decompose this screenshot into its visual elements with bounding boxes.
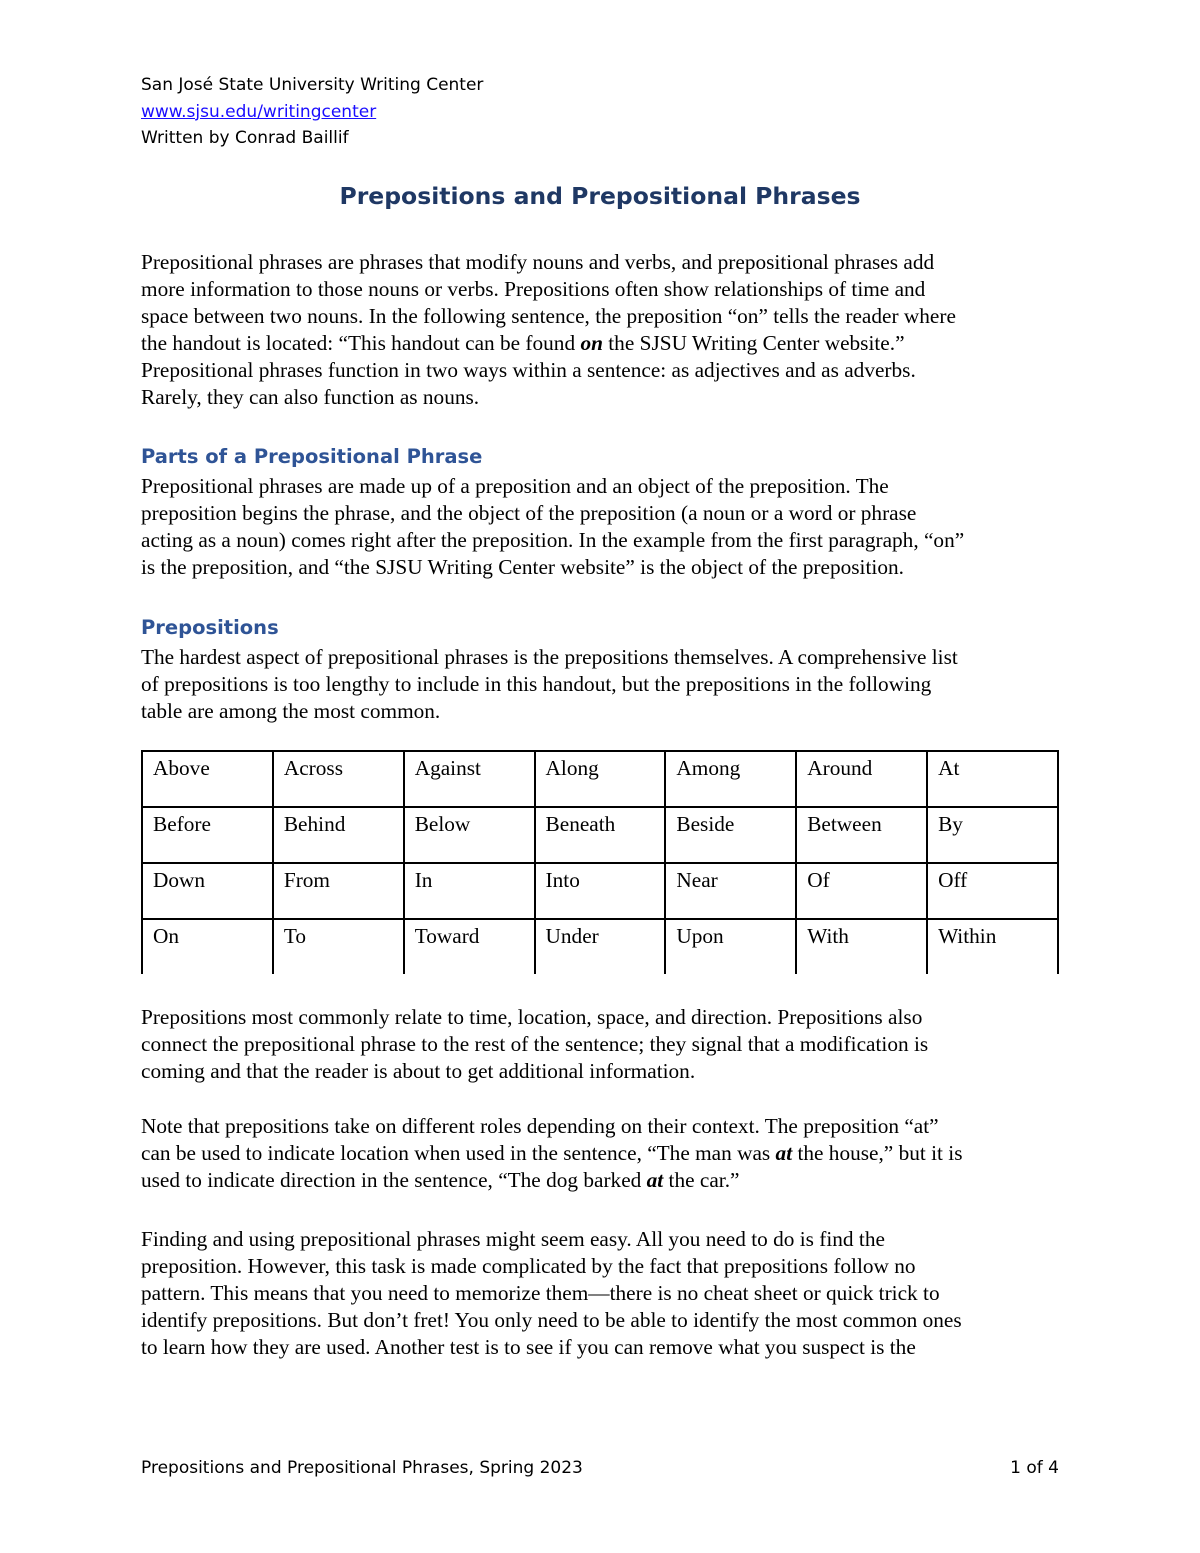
table-cell: Before: [142, 807, 273, 863]
table-cell: To: [273, 919, 404, 974]
table-cell: Toward: [404, 919, 535, 974]
intro-line: space between two nouns. In the following sentence, the preposition “on” tells the reader where: [141, 304, 956, 329]
intro-example-pre: the handout is located: “This handout can be found: [141, 331, 581, 356]
intro-line: more information to those nouns or verbs. Prepositions often show relationships of time and: [141, 277, 926, 302]
intro-example-em: on: [580, 331, 603, 356]
prepositions-line: table are among the most common.: [141, 699, 441, 724]
table-cell: Between: [796, 807, 927, 863]
table-cell: Of: [796, 863, 927, 919]
table-row: [142, 751, 1058, 807]
table-cell: Beneath: [535, 807, 666, 863]
finding-line: pattern. This means that you need to memorize them—there is no cheat sheet or quick trick to: [141, 1281, 940, 1306]
roles-em: at: [775, 1141, 793, 1166]
table-cell: Across: [273, 751, 404, 807]
parts-heading: Parts of a Prepositional Phrase: [141, 445, 483, 468]
table-cell: Behind: [273, 807, 404, 863]
table-cell: Beside: [665, 807, 796, 863]
parts-line: acting as a noun) comes right after the preposition. In the example from the first paragraph, “on”: [141, 528, 965, 553]
table-cell: Off: [927, 863, 1058, 919]
relate-line: connect the prepositional phrase to the rest of the sentence; they signal that a modification is: [141, 1032, 929, 1057]
finding-line: to learn how they are used. Another test is to see if you can remove what you suspect is the: [141, 1335, 916, 1360]
finding-line: Finding and using prepositional phrases might seem easy. All you need to do is find the: [141, 1227, 885, 1251]
roles-line-pre: used to indicate direction in the sentence, “The dog barked: [141, 1168, 647, 1193]
prepositions-heading: Prepositions: [141, 616, 279, 639]
table-cell: Around: [796, 751, 927, 807]
table-cell: Against: [404, 751, 535, 807]
relate-line: Prepositions most commonly relate to time, location, space, and direction. Prepositions also: [141, 1005, 923, 1029]
table-row: [142, 807, 1058, 863]
table-cell: By: [927, 807, 1058, 863]
roles-line-post: the house,” but it is: [792, 1141, 963, 1166]
footer-title: Prepositions and Prepositional Phrases, Spring 2023: [141, 1458, 583, 1478]
parts-line: Prepositional phrases are made up of a preposition and an object of the preposition. The: [141, 474, 889, 498]
roles-em: at: [646, 1168, 664, 1193]
table-cell: At: [927, 751, 1058, 807]
finding-paragraph: [141, 1226, 1066, 1361]
prepositions-section: [141, 614, 1066, 725]
intro-paragraph: [141, 249, 1066, 412]
roles-line-post: the car.”: [663, 1168, 740, 1193]
table-cell: Within: [927, 919, 1058, 974]
roles-line: Note that prepositions take on different roles depending on their context. The preposition “at”: [141, 1114, 939, 1138]
intro-line: Prepositional phrases are phrases that modify nouns and verbs, and prepositional phrases add: [141, 250, 935, 274]
page-number: 1 of 4: [1010, 1458, 1059, 1478]
relate-line: coming and that the reader is about to get additional information.: [141, 1059, 696, 1084]
table-row: [142, 863, 1058, 919]
prepositions-line: The hardest aspect of prepositional phrases is the prepositions themselves. A comprehensive list: [141, 645, 958, 669]
table-cell: Upon: [665, 919, 796, 974]
intro-line: Rarely, they can also function as nouns.: [141, 385, 480, 410]
parts-section: [141, 443, 1066, 581]
prepositions-table: [141, 750, 1059, 974]
table-cell: Above: [142, 751, 273, 807]
parts-line: is the preposition, and “the SJSU Writing Center website” is the object of the preposition.: [141, 555, 904, 580]
table-cell: In: [404, 863, 535, 919]
table-cell: Under: [535, 919, 666, 974]
table-cell: Along: [535, 751, 666, 807]
table-cell: Below: [404, 807, 535, 863]
roles-line-pre: can be used to indicate location when used in the sentence, “The man was: [141, 1141, 776, 1166]
table-cell: From: [273, 863, 404, 919]
document-header: [141, 72, 483, 152]
roles-paragraph: [141, 1113, 1066, 1194]
relate-paragraph: [141, 1004, 1066, 1085]
writing-center-link[interactable]: www.sjsu.edu/writingcenter: [141, 101, 377, 122]
finding-line: preposition. However, this task is made complicated by the fact that prepositions follow no: [141, 1254, 916, 1279]
table-cell: On: [142, 919, 273, 974]
author-line: Written by Conrad Baillif: [141, 128, 349, 148]
table-cell: Down: [142, 863, 273, 919]
table-cell: With: [796, 919, 927, 974]
intro-line: Prepositional phrases function in two ways within a sentence: as adjectives and as adverbs.: [141, 358, 916, 383]
finding-line: identify prepositions. But don’t fret! You only need to be able to identify the most common ones: [141, 1308, 962, 1333]
table-cell: Near: [665, 863, 796, 919]
table-cell: Into: [535, 863, 666, 919]
prepositions-line: of prepositions is too lengthy to include in this handout, but the prepositions in the following: [141, 672, 932, 697]
intro-example-post: the SJSU Writing Center website.”: [602, 331, 905, 356]
table-row: [142, 919, 1058, 974]
table-cell: Among: [665, 751, 796, 807]
org-name: San José State University Writing Center: [141, 75, 484, 95]
parts-line: preposition begins the phrase, and the object of the preposition (a noun or a word or phrase: [141, 501, 917, 526]
page-title: Prepositions and Prepositional Phrases: [339, 182, 861, 210]
